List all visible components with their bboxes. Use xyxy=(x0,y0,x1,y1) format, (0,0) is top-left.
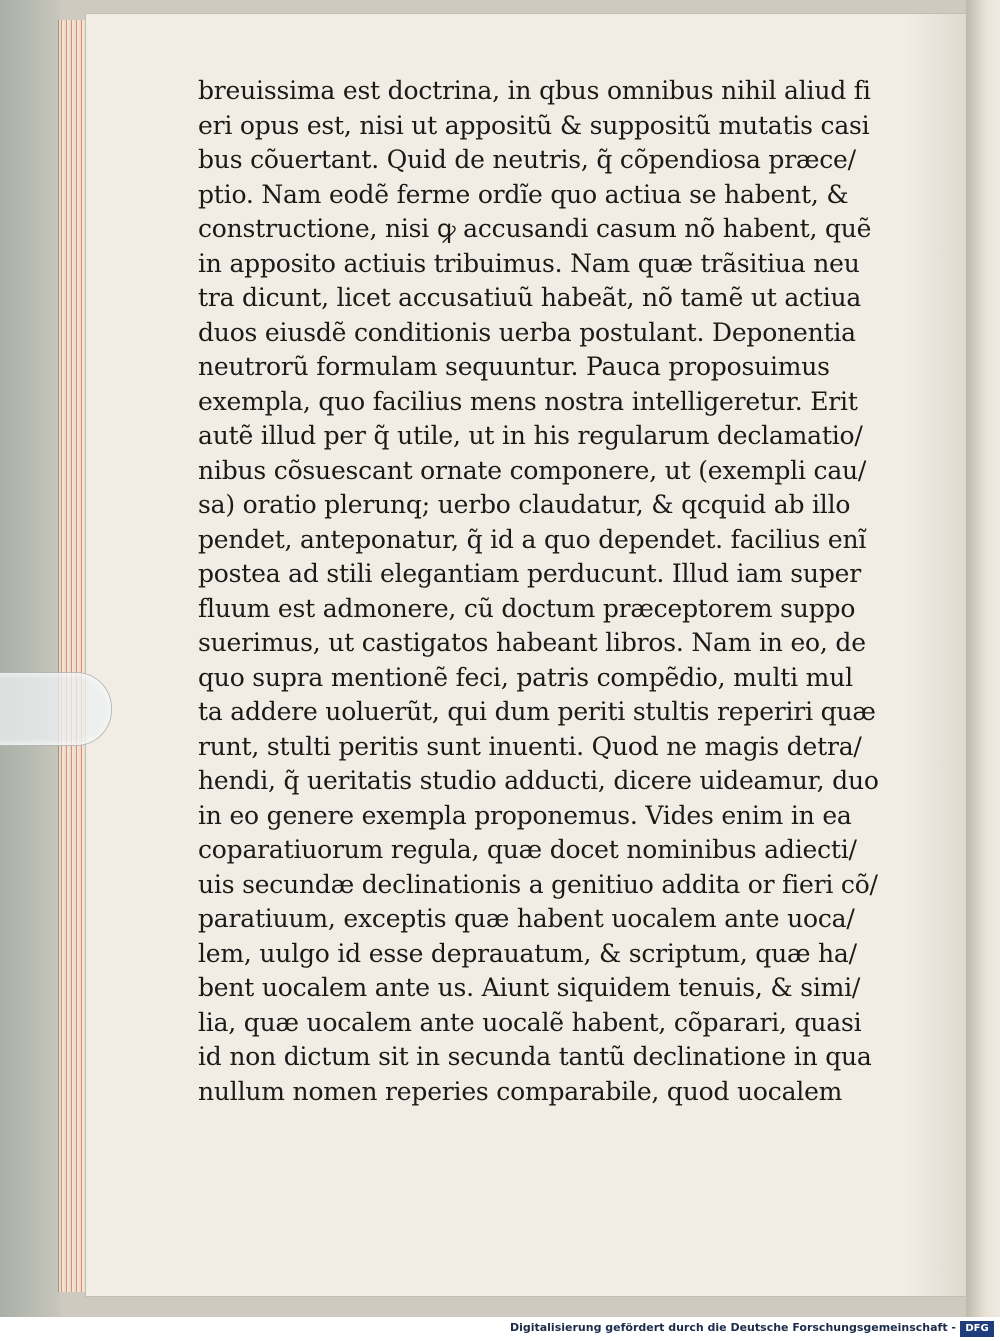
text-line: nullum nomen reperies comparabile, quod uocalem xyxy=(198,1076,843,1106)
book-cover-edge xyxy=(0,0,60,1341)
dfg-logo-icon: DFG xyxy=(960,1321,994,1337)
facing-page-gutter xyxy=(966,0,1000,1341)
text-line: constructione, nisi ꝙ accusandi casum nõ habent, quẽ xyxy=(198,214,872,243)
text-line: lem, uulgo id esse deprauatum, & scriptum, quæ ha/ xyxy=(198,938,857,968)
footer-credit: Digitalisierung gefördert durch die Deutsche Forschungsgemeinschaft - xyxy=(509,1321,956,1334)
text-line: duos eiusdẽ conditionis uerba postulant. Deponentia xyxy=(198,317,856,347)
text-line: exempla, quo facilius mens nostra intelligeretur. Erit xyxy=(198,386,858,416)
text-line: eri opus est, nisi ut appositũ & suppositũ mutatis casi xyxy=(198,110,870,140)
text-line: sa) oratio plerunq; uerbo claudatur, & qcquid ab illo xyxy=(198,490,851,519)
text-line: id non dictum sit in secunda tantũ declinatione in qua xyxy=(198,1042,872,1071)
text-line: nibus cõsuescant ornate componere, ut (exempli cau/ xyxy=(198,455,867,485)
text-line: suerimus, ut castigatos habeant libros. Nam in eo, de xyxy=(198,628,866,657)
text-line: pendet, anteponatur, q̃ id a quo dependet. facilius enĩ xyxy=(198,524,867,554)
page-stack-edges xyxy=(58,20,89,1292)
text-line: neutrorũ formulam sequuntur. Pauca proposuimus xyxy=(198,352,830,381)
text-line: fluum est admonere, cũ doctum præceptorem suppo xyxy=(198,593,856,623)
text-line: in apposito actiuis tribuimus. Nam quæ trãsitiua neu xyxy=(198,248,860,278)
text-line: tra dicunt, licet accusatiuũ habeãt, nõ tamẽ ut actiua xyxy=(198,283,862,312)
text-line: hendi, q̃ ueritatis studio adducti, dicere uideamur, duo xyxy=(198,766,879,795)
text-line: autẽ illud per q̃ utile, ut in his regularum declamatio/ xyxy=(198,421,863,450)
text-line: runt, stulti peritis sunt inuenti. Quod ne magis detra/ xyxy=(198,731,862,761)
body-text xyxy=(198,74,928,1109)
text-line: ta addere uoluerũt, qui dum periti stultis reperiri quæ xyxy=(198,697,876,726)
text-line: in eo genere exempla proponemus. Vides enim in ea xyxy=(198,800,852,830)
text-line: bent uocalem ante us. Aiunt siquidem tenuis, & simi/ xyxy=(198,973,861,1002)
text-line: lia, quæ uocalem ante uocalẽ habent, cõparari, quasi xyxy=(198,1007,862,1037)
text-line: uis secundæ declinationis a genitiuo addita or fieri cõ/ xyxy=(198,869,878,899)
text-line: quo supra mentionẽ feci, patris compẽdio, multi mul xyxy=(198,662,853,692)
text-line: postea ad stili elegantiam perducunt. Illud iam super xyxy=(198,559,861,588)
footer-bar xyxy=(0,1317,1000,1341)
text-line: coparatiuorum regula, quæ docet nominibus adiecti/ xyxy=(198,835,857,864)
text-line: breuissima est doctrina, in qbus omnibus nihil aliud fi xyxy=(198,76,871,105)
plastic-page-clip xyxy=(0,672,112,746)
text-line: paratiuum, exceptis quæ habent uocalem ante uoca/ xyxy=(198,904,855,933)
text-line: ptio. Nam eodẽ ferme ordĩe quo actiua se habent, & xyxy=(198,179,849,209)
text-line: bus cõuertant. Quid de neutris, q̃ cõpendiosa præce/ xyxy=(198,145,856,174)
